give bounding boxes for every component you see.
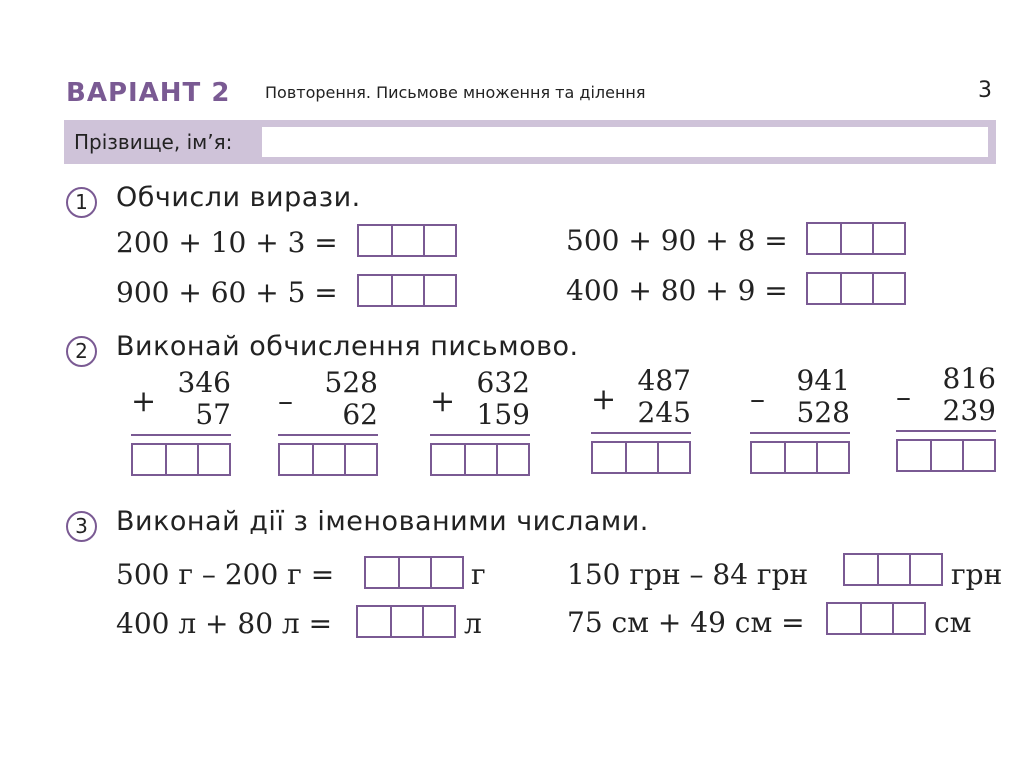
operator-sign: + — [591, 382, 617, 417]
top-number: 816 — [942, 362, 996, 395]
top-number: 941 — [796, 364, 850, 397]
unit-label: см — [934, 606, 972, 639]
answer-cell[interactable] — [390, 607, 422, 636]
answer-cell[interactable] — [359, 226, 391, 255]
task-1-expression: 900 + 60 + 5 = — [116, 276, 338, 309]
answer-cell[interactable] — [752, 443, 784, 472]
answer-boxes — [591, 441, 691, 474]
answer-cell[interactable] — [358, 607, 390, 636]
answer-cell[interactable] — [496, 445, 528, 474]
answer-cell[interactable] — [391, 276, 423, 305]
task-3-expression: 150 грн – 84 грн — [567, 558, 809, 591]
answer-cell[interactable] — [625, 443, 657, 472]
answer-cell[interactable] — [909, 555, 941, 584]
answer-cell[interactable] — [784, 443, 816, 472]
answer-cell[interactable] — [840, 274, 872, 303]
bottom-number: 62 — [342, 398, 378, 431]
answer-boxes — [826, 602, 926, 635]
operator-sign: – — [896, 380, 911, 415]
result-line — [278, 434, 378, 436]
answer-boxes — [896, 439, 996, 472]
bottom-number: 239 — [942, 394, 996, 427]
answer-cell[interactable] — [657, 443, 689, 472]
task-1-title: Обчисли вирази. — [116, 182, 361, 213]
result-line — [750, 432, 850, 434]
answer-boxes — [364, 556, 464, 589]
answer-boxes — [357, 274, 457, 307]
operator-sign: – — [750, 382, 765, 417]
unit-label: л — [464, 607, 482, 640]
answer-cell[interactable] — [808, 224, 840, 253]
result-line — [591, 432, 691, 434]
task-3-expression: 500 г – 200 г = — [116, 558, 335, 591]
answer-boxes — [430, 443, 530, 476]
answer-cell[interactable] — [872, 224, 904, 253]
unit-label: грн — [951, 558, 1003, 591]
result-line — [896, 430, 996, 432]
top-number: 346 — [177, 366, 231, 399]
answer-boxes — [356, 605, 456, 638]
bottom-number: 528 — [796, 396, 850, 429]
answer-cell[interactable] — [430, 558, 462, 587]
answer-cell[interactable] — [391, 226, 423, 255]
answer-cell[interactable] — [165, 445, 197, 474]
operator-sign: + — [131, 384, 157, 419]
task-3-title: Виконай дії з іменованими числами. — [116, 506, 649, 537]
answer-cell[interactable] — [398, 558, 430, 587]
task-1-expression: 200 + 10 + 3 = — [116, 226, 338, 259]
answer-cell[interactable] — [280, 445, 312, 474]
task-1-number: 1 — [66, 187, 97, 218]
answer-cell[interactable] — [423, 226, 455, 255]
bottom-number: 57 — [195, 398, 231, 431]
answer-cell[interactable] — [312, 445, 344, 474]
answer-cell[interactable] — [197, 445, 229, 474]
answer-boxes — [750, 441, 850, 474]
answer-cell[interactable] — [464, 445, 496, 474]
answer-boxes — [357, 224, 457, 257]
answer-boxes — [806, 222, 906, 255]
top-number: 632 — [476, 366, 530, 399]
answer-cell[interactable] — [432, 445, 464, 474]
answer-cell[interactable] — [892, 604, 924, 633]
result-line — [430, 434, 530, 436]
bottom-number: 159 — [476, 398, 530, 431]
answer-cell[interactable] — [930, 441, 962, 470]
task-1-expression: 500 + 90 + 8 = — [566, 224, 788, 257]
answer-cell[interactable] — [593, 443, 625, 472]
answer-boxes — [806, 272, 906, 305]
operator-sign: + — [430, 384, 456, 419]
unit-label: г — [471, 558, 486, 591]
answer-cell[interactable] — [359, 276, 391, 305]
name-input[interactable] — [262, 127, 988, 157]
answer-cell[interactable] — [828, 604, 860, 633]
answer-boxes — [843, 553, 943, 586]
operator-sign: – — [278, 384, 293, 419]
answer-cell[interactable] — [422, 607, 454, 636]
answer-cell[interactable] — [366, 558, 398, 587]
answer-cell[interactable] — [877, 555, 909, 584]
answer-cell[interactable] — [845, 555, 877, 584]
answer-cell[interactable] — [344, 445, 376, 474]
answer-cell[interactable] — [808, 274, 840, 303]
task-3-expression: 75 см + 49 см = — [567, 606, 805, 639]
task-1-expression: 400 + 80 + 9 = — [566, 274, 788, 307]
answer-boxes — [278, 443, 378, 476]
answer-cell[interactable] — [423, 276, 455, 305]
bottom-number: 245 — [637, 396, 691, 429]
task-3-number: 3 — [66, 511, 97, 542]
task-2-number: 2 — [66, 336, 97, 367]
worksheet-subtitle: Повторення. Письмове множення та ділення — [265, 83, 646, 102]
answer-cell[interactable] — [872, 274, 904, 303]
task-3-expression: 400 л + 80 л = — [116, 607, 333, 640]
top-number: 528 — [324, 366, 378, 399]
answer-cell[interactable] — [962, 441, 994, 470]
page-number: 3 — [978, 78, 992, 103]
name-label: Прізвище, ім’я: — [74, 130, 233, 154]
answer-cell[interactable] — [860, 604, 892, 633]
answer-cell[interactable] — [840, 224, 872, 253]
answer-cell[interactable] — [898, 441, 930, 470]
variant-title: ВАРІАНТ 2 — [66, 78, 231, 108]
answer-boxes — [131, 443, 231, 476]
result-line — [131, 434, 231, 436]
top-number: 487 — [637, 364, 691, 397]
answer-cell[interactable] — [133, 445, 165, 474]
answer-cell[interactable] — [816, 443, 848, 472]
task-2-title: Виконай обчислення письмово. — [116, 331, 579, 362]
